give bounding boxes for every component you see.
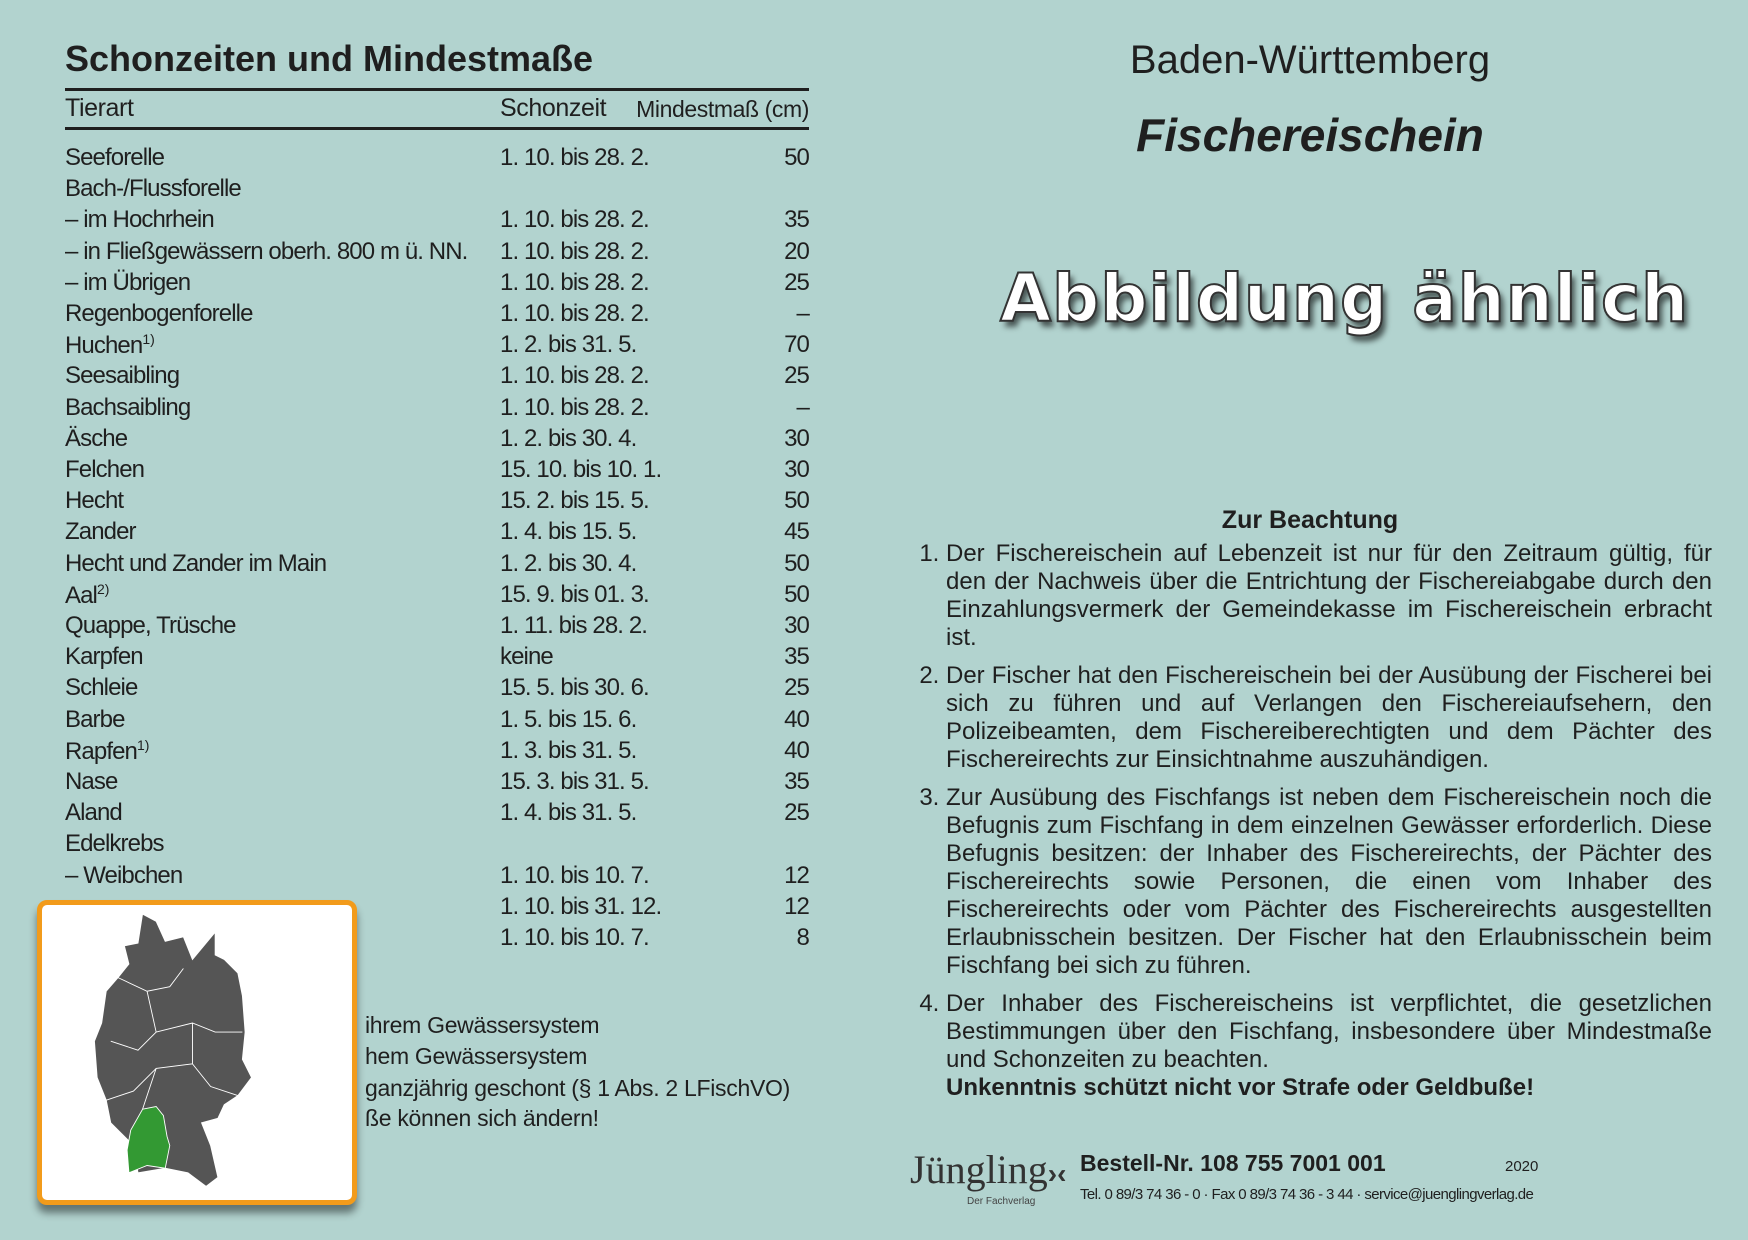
notice-list [910, 540, 1712, 1112]
species-cell [65, 862, 182, 890]
publisher-logo [910, 1146, 1066, 1193]
species-name: Regenbogenforelle [65, 300, 253, 327]
closed-season: 1. 10. bis 28. 2. [500, 268, 649, 296]
species-cell [65, 830, 164, 858]
table-row [65, 768, 809, 799]
minimum-size: – [796, 393, 809, 421]
minimum-size: 50 [784, 549, 809, 577]
species-cell [65, 144, 164, 172]
footnote-ref: 2) [97, 580, 110, 597]
warning-text: Unkenntnis schützt nicht vor Strafe oder Geldbuße! [946, 1074, 1535, 1101]
table-row [65, 581, 809, 612]
footnote: ße können sich ändern! [365, 1105, 599, 1131]
contact-line: Tel. 0 89/3 74 36 - 0 · Fax 0 89/3 74 36 - 3 44 · service@juenglingverlag.de [1080, 1186, 1534, 1203]
page-title: Schonzeiten und Mindestmaße [65, 38, 594, 79]
species-cell [65, 550, 326, 578]
table-row [65, 206, 809, 237]
species-name: Bachsaibling [65, 393, 191, 421]
closed-season: 1. 10. bis 10. 7. [500, 924, 649, 951]
table-row [65, 394, 809, 425]
closed-season: 1. 10. bis 28. 2. [500, 237, 649, 265]
species-name: Nase [65, 768, 118, 795]
species-cell [65, 331, 155, 360]
table-row [65, 269, 809, 300]
minimum-size: 50 [784, 487, 809, 515]
species-cell [65, 799, 122, 827]
closed-season: 1. 10. bis 31. 12. [500, 892, 662, 920]
minimum-size: 40 [784, 705, 809, 733]
closed-season: 1. 10. bis 28. 2. [500, 300, 649, 327]
species-cell [65, 238, 467, 266]
species-name: Aland [65, 799, 122, 827]
table-row [65, 862, 809, 893]
minimum-size: 30 [784, 424, 809, 452]
germany-map-icon [42, 905, 352, 1200]
publisher-tagline: Der Fachverlag [967, 1196, 1036, 1207]
minimum-size: – [796, 300, 809, 327]
minimum-size: 70 [784, 331, 809, 359]
minimum-size: 8 [796, 924, 809, 951]
minimum-size: 12 [784, 892, 809, 920]
closed-season: 1. 4. bis 15. 5. [500, 518, 637, 546]
closed-season: 15. 3. bis 31. 5. [500, 768, 649, 795]
minimum-size: 45 [784, 518, 809, 546]
divider [65, 88, 809, 91]
closed-season: 15. 9. bis 01. 3. [500, 580, 649, 608]
footnote: ganzjährig geschont (§ 1 Abs. 2 LFischVO) [365, 1075, 790, 1101]
footnote: ihrem Gewässersystem [365, 1012, 600, 1038]
species-name: – im Übrigen [65, 268, 191, 296]
species-name: Äsche [65, 424, 128, 452]
table-row [65, 830, 809, 861]
species-cell [65, 300, 253, 328]
notice-item: 2. Der Fischer hat den Fischereischein bei der Ausübung der Fischerei bei sich zu führen und auf Verlangen den Fischereiaufsehern, den Polizeibeamten, dem Fischereiberechtigten und dem Pächter des Fischereirechts zur Einsichtnahme auszuhändigen. [946, 662, 1712, 774]
closed-season: 1. 5. bis 15. 6. [500, 705, 637, 733]
minimum-size: 35 [784, 643, 809, 671]
closed-season: 1. 10. bis 28. 2. [500, 144, 649, 171]
species-cell [65, 175, 241, 203]
species-name: Edelkrebs [65, 830, 164, 858]
table-row [65, 706, 809, 737]
species-cell [65, 581, 109, 610]
species-cell [65, 394, 190, 422]
state-name: Baden-Württemberg [1129, 38, 1491, 82]
species-name: Schleie [65, 674, 138, 702]
closed-season: 15. 10. bis 10. 1. [500, 456, 662, 483]
minimum-size: 25 [784, 799, 809, 827]
minimum-size: 50 [784, 580, 809, 608]
table-row [65, 144, 809, 175]
species-name: Seesaibling [65, 362, 180, 390]
header-season: Schonzeit [500, 94, 607, 122]
species-cell [65, 425, 127, 453]
order-number: Bestell-Nr. 108 755 7001 001 [1080, 1150, 1386, 1176]
species-name: Aal [65, 581, 97, 609]
species-cell [65, 612, 236, 640]
table-row [65, 550, 809, 581]
species-cell [65, 362, 179, 390]
species-name: Bach-/Flussforelle [65, 175, 241, 203]
minimum-size: 25 [784, 268, 809, 296]
species-name: – im Hochrhein [65, 206, 214, 234]
table-row [65, 487, 809, 518]
closed-season: 1. 2. bis 30. 4. [500, 549, 637, 577]
table-row [65, 799, 809, 830]
closed-season: keine [500, 643, 553, 671]
minimum-size: 12 [784, 861, 809, 889]
closed-season: 15. 2. bis 15. 5. [500, 487, 649, 515]
germany-map-card [37, 900, 357, 1205]
closed-season: 1. 10. bis 28. 2. [500, 393, 649, 421]
species-name: Zander [65, 518, 136, 546]
species-name: – in Fließgewässern oberh. 800 m ü. NN. [65, 237, 468, 265]
footnote-ref: 1) [142, 331, 155, 348]
closed-season: 1. 10. bis 28. 2. [500, 206, 649, 234]
header-species: Tierart [65, 94, 134, 122]
closed-season: 1. 10. bis 28. 2. [500, 362, 649, 390]
closed-season: 15. 5. bis 30. 6. [500, 674, 649, 702]
species-cell [65, 487, 123, 515]
table-row [65, 238, 809, 269]
notice-heading: Zur Beachtung [1221, 506, 1399, 534]
species-name: Felchen [65, 456, 145, 483]
species-cell [65, 269, 190, 297]
species-cell [65, 737, 149, 766]
notice-item [946, 990, 1712, 1102]
table-row [65, 674, 809, 705]
species-cell [65, 206, 214, 234]
minimum-size: 30 [784, 612, 809, 639]
table-row [65, 456, 809, 487]
species-name: Barbe [65, 705, 125, 733]
publisher-name: Jüngling [910, 1147, 1048, 1192]
table-row [65, 362, 809, 393]
header-size: Mindestmaß (cm) [636, 96, 809, 122]
species-cell [65, 518, 136, 546]
table-row [65, 425, 809, 456]
species-cell [65, 456, 144, 484]
table-row [65, 737, 809, 768]
species-name: Hecht [65, 487, 124, 515]
table-row [65, 175, 809, 206]
edition-year: 2020 [1505, 1158, 1539, 1175]
minimum-size: 35 [784, 768, 809, 795]
species-cell [65, 768, 117, 796]
species-cell [65, 706, 125, 734]
table-row [65, 300, 809, 331]
minimum-size: 50 [784, 144, 809, 171]
divider [65, 127, 809, 130]
document-title: Fischereischein [1136, 109, 1484, 161]
species-cell [65, 643, 143, 671]
notice-item: 3. Zur Ausübung des Fischfangs ist neben dem Fischereischein noch die Befugnis zum Fischfang in dem einzelnen Gewässer erforderlich. Diese Befugnis besitzen: der Inhaber des Fischereirechts, der Pächter des Fischereirechts sowie Personen, die einen vom Inhaber des Fischereirechts oder vom Pächter des Fischereirechts ausgestellten Erlaubnisschein besitzen. Der Fischer hat den Erlaubnisschein beim Fischfang bei sich zu führen. [946, 784, 1712, 980]
species-name: Karpfen [65, 643, 143, 671]
closed-season: 1. 4. bis 31. 5. [500, 799, 637, 827]
table-row [65, 518, 809, 549]
minimum-size: 20 [784, 237, 809, 265]
table-row [65, 643, 809, 674]
minimum-size: 40 [784, 736, 809, 764]
species-name: – Weibchen [65, 861, 183, 889]
closed-season: 1. 2. bis 30. 4. [500, 424, 637, 452]
table-row [65, 612, 809, 643]
watermark: Abbildung ähnlich [1000, 260, 1690, 337]
species-name: Huchen [65, 332, 143, 360]
minimum-size: 25 [784, 362, 809, 390]
notice-text: Der Inhaber des Fischereischeins ist verpflichtet, die gesetzlichen Bestimmungen über den Fischfang, insbesondere über Mindestmaße und Schonzeiten zu beachten. [946, 990, 1712, 1073]
species-name: Quappe, Trüsche [65, 612, 236, 639]
species-cell [65, 674, 137, 702]
closed-season: 1. 11. bis 28. 2. [500, 612, 648, 639]
species-name: Seeforelle [65, 144, 165, 171]
minimum-size: 35 [784, 206, 809, 234]
species-name: Hecht und Zander im Main [65, 549, 327, 577]
minimum-size: 25 [784, 674, 809, 702]
species-name: Rapfen [65, 737, 137, 765]
closed-season: 1. 3. bis 31. 5. [500, 736, 637, 764]
closed-season: 1. 2. bis 31. 5. [500, 331, 637, 359]
table-row [65, 331, 809, 362]
logo-chevron-icon: ›‹ [1047, 1158, 1067, 1189]
notice-item: 1. Der Fischereischein auf Lebenzeit ist nur für den Zeitraum gültig, für den der Nachweis über die Entrichtung der Fischereiabgabe durch den Einzahlungsvermerk der Gemeindekasse im Fischereischein erbracht ist. [946, 540, 1712, 652]
footnote-ref: 1) [137, 736, 150, 753]
footnote: hem Gewässersystem [365, 1043, 588, 1069]
minimum-size: 30 [784, 456, 809, 483]
closed-season: 1. 10. bis 10. 7. [500, 861, 649, 889]
